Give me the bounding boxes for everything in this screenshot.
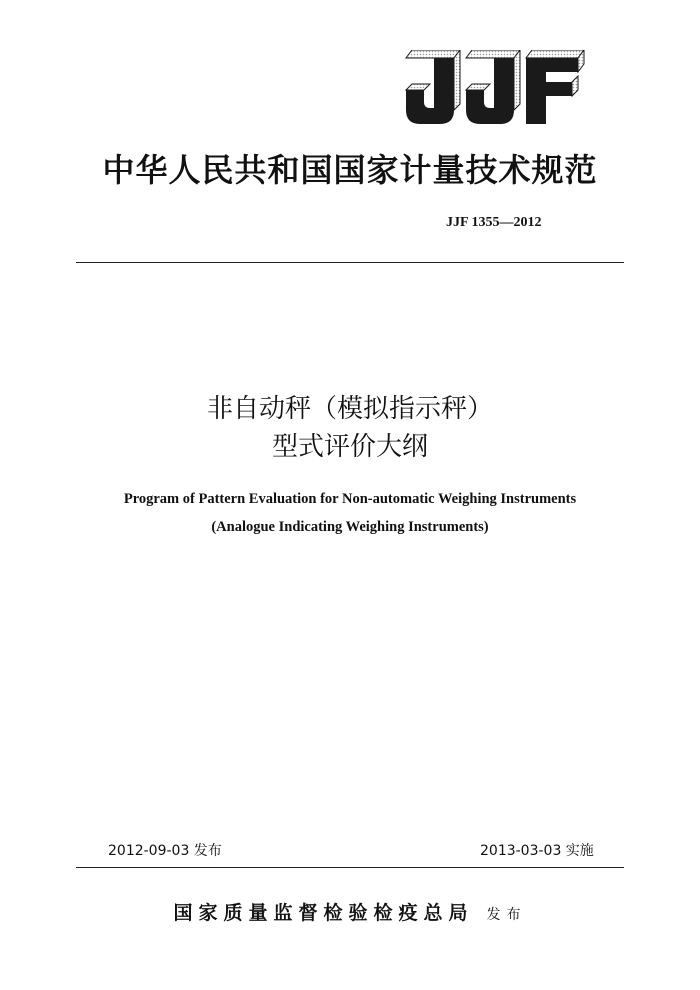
document-title-en-line1: Program of Pattern Evaluation for Non-automatic Weighing Instruments xyxy=(123,491,577,507)
issuer-action: 发布 xyxy=(486,907,527,923)
implementation-date: 2013-03-03 实施 xyxy=(480,843,594,859)
issuer-line xyxy=(0,898,700,925)
document-title-en-line2: (Analogue Indicating Weighing Instruments) xyxy=(211,519,489,535)
series-title: 中华人民共和国国家计量技术规范 xyxy=(102,151,598,189)
document-title-cn-line2: 型式评价大纲 xyxy=(271,432,428,462)
logo-letter-j1 xyxy=(406,50,460,124)
logo-letter-f xyxy=(526,50,584,124)
issue-date: 2012-09-03 发布 xyxy=(108,843,222,859)
footer-divider xyxy=(76,867,624,868)
logo-letter-j2 xyxy=(466,50,520,124)
header-divider xyxy=(76,262,624,263)
issuer-name: 国家质量监督检验检疫总局 xyxy=(173,902,474,924)
jjf-logo xyxy=(404,50,586,124)
standard-code: JJF 1355—2012 xyxy=(446,215,542,230)
document-title-cn-line1: 非自动秤（模拟指示秤） xyxy=(206,394,493,424)
